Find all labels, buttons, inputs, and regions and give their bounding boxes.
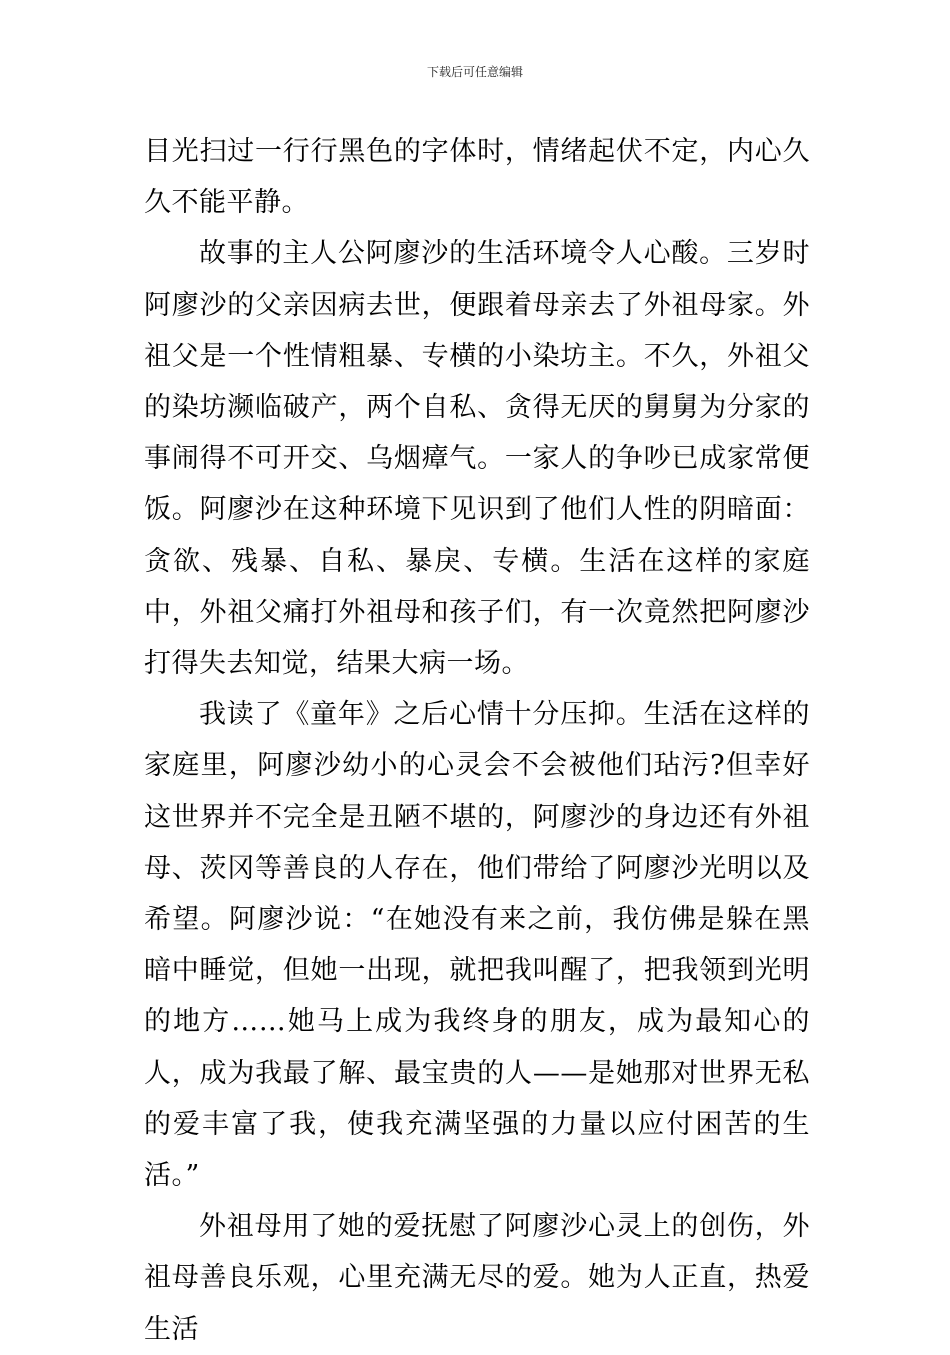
page-header-note: 下载后可任意编辑 [426,65,523,79]
paragraph-story-setting: 故事的主人公阿廖沙的生活环境令人心酸。三岁时阿廖沙的父亲因病去世，便跟着母亲去了外祖母家。外祖父是一个性情粗暴、专横的小染坊主。不久，外祖父的染坊濒临破产，两个自私、贪得无厌的舅舅为分家的事闹得不可开交、乌烟瘴气。一家人的争吵已成家常便饭。阿廖沙在这种环境下见识到了他们人性的阴暗面：贪欲、残暴、自私、暴戾、专横。生活在这样的家庭中，外祖父痛打外祖母和孩子们，有一次竟然把阿廖沙打得失去知觉，结果大病一场。 [144,238,810,680]
paragraph-reader-reflection: 我读了《童年》之后心情十分压抑。生活在这样的家庭里，阿廖沙幼小的心灵会不会被他们玷污?但幸好这世界并不完全是丑陋不堪的，阿廖沙的身边还有外祖母、茨冈等善良的人存在，他们带给了阿廖沙光明以及希望。阿廖沙说：“在她没有来之前，我仿佛是躲在黑暗中睡觉，但她一出现，就把我叫醒了，把我领到光明的地方……她马上成为我终身的朋友，成为最知心的人，成为我最了解、最宝贵的人——是她那对世界无私的爱丰富了我，使我充满坚强的力量以应付困苦的生活。” [144,699,810,1192]
document-body [144,126,810,1355]
paragraph-continuation: 目光扫过一行行黑色的字体时，情绪起伏不定，内心久久不能平静。 [144,136,810,219]
paragraph-grandmother: 外祖母用了她的爱抚慰了阿廖沙心灵上的创伤，外祖母善良乐观，心里充满无尽的爱。她为人正直，热爱生活 [144,1211,810,1345]
